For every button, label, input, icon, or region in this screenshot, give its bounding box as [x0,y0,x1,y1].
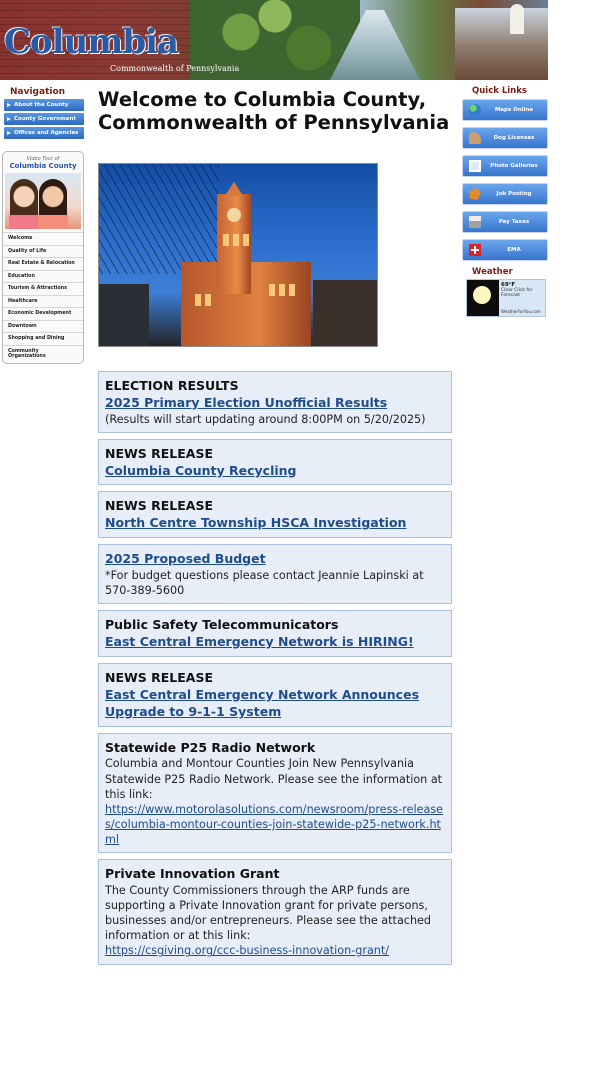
video-tour-item[interactable]: Welcome [3,232,83,245]
news-item [98,733,452,854]
video-tour-item[interactable]: Tourism & Attractions [3,282,83,295]
page-title: Welcome to Columbia County, Commonwealth of Pennsylvania [98,88,450,135]
news-item [98,491,452,538]
news-url-link[interactable]: https://www.motorolasolutions.com/newsroom/press-releases/columbia-montour-counties-join-statewide-p25-network.html [105,802,444,847]
header-banner [0,0,548,80]
quick-link-label: Pay Taxes [498,219,530,225]
news-item [98,439,452,486]
news-heading: NEWS RELEASE [105,445,214,461]
nav-about-county[interactable] [4,99,84,111]
news-heading: ELECTION RESULTS [105,377,239,393]
shirt-shape [9,215,39,229]
news-link[interactable]: East Central Emergency Network Announces Upgrade to 9-1-1 System [105,686,420,719]
banner-logo-title[interactable]: Columbia [4,22,179,62]
ema-icon [469,244,481,256]
tree-branches [98,163,219,274]
weather-description: Clear Click for Forecast [501,288,533,298]
news-text: (Results will start updating around 8:00PM on 5/20/2025) [105,412,426,426]
tax-icon [469,216,481,228]
globe-icon [469,104,481,116]
weather-widget[interactable] [466,279,546,317]
nav-label: About the County [14,102,69,108]
quick-link-job-posting[interactable] [462,183,548,205]
video-tour-box [2,151,84,364]
window [223,234,229,246]
window [279,284,285,296]
quick-link-maps-online[interactable] [462,99,548,121]
window [289,284,295,296]
quick-link-label: Maps Online [494,107,534,113]
news-text: The County Commissioners through the ARP funds are supporting a Private Innovation grant for private persons, businesses and/or entrepreneurs. Please see the attached information or at this link: [105,884,432,943]
window [233,234,239,246]
shirt-shape [38,215,68,229]
news-url-link[interactable]: https://csgiving.org/ccc-business-innovation-grant/ [105,944,390,958]
arrow-icon [7,117,11,121]
quick-link-label: Dog Licenses [493,135,535,141]
banner-logo-subtitle: Commonwealth of Pennsylvania [110,64,240,73]
news-heading: Private Innovation Grant [105,866,280,882]
quick-link-ema[interactable] [462,239,548,261]
arrow-icon [7,131,11,135]
video-tour-title: Columbia County [9,162,77,170]
news-item [98,859,452,964]
quick-link-label: Job Posting [496,191,532,197]
weather-text [499,280,545,316]
news-item [98,371,452,433]
nav-county-government[interactable] [4,113,84,125]
quick-link-dog-licenses[interactable] [462,127,548,149]
moon-icon [467,280,499,316]
video-tour-item[interactable]: Shopping and Dining [3,332,83,345]
news-link[interactable]: 2025 Proposed Budget [105,551,266,567]
window [269,284,275,296]
video-tour-item[interactable]: Healthcare [3,295,83,308]
window [205,294,211,306]
building-right [313,280,378,347]
news-heading: NEWS RELEASE [105,669,214,685]
window [243,234,249,246]
quick-link-pay-taxes[interactable] [462,211,548,233]
video-tour-item[interactable]: Quality of Life [3,245,83,258]
building-left [99,284,149,347]
job-icon [469,188,481,200]
news-list [98,371,460,965]
clock-icon [227,208,241,222]
news-link[interactable]: 2025 Primary Election Unofficial Results [105,394,388,410]
video-tour-item[interactable]: Education [3,270,83,283]
nav-label: County Government [14,116,77,122]
news-heading: Public Safety Telecommunicators [105,617,339,633]
video-tour-photo[interactable] [5,173,81,229]
weather-temperature: 69°F [501,282,516,288]
quick-link-label: Photo Galleries [490,163,538,169]
window [195,294,201,306]
nav-label: Offices and Agencies [14,130,79,136]
weather-heading: Weather [472,267,513,277]
news-item [98,544,452,604]
weather-source: WeatherForYou.com [501,309,541,314]
quick-links-heading: Quick Links [472,86,527,96]
photo-icon [469,160,481,172]
news-link[interactable]: North Centre Township HSCA Investigation [105,515,407,531]
video-tour-item[interactable]: Downtown [3,320,83,333]
video-tour-item[interactable]: Real Estate & Relocation [3,257,83,270]
news-item [98,663,452,727]
quick-link-label: EMA [507,247,521,253]
quick-link-photo-galleries[interactable] [462,155,548,177]
navigation-heading: Navigation [10,87,66,97]
dog-icon [469,132,481,144]
news-text: *For budget questions please contact Jeannie Lapinski at 570-389-5600 [105,569,424,598]
nav-offices-agencies[interactable] [4,127,84,139]
main-content [98,88,460,965]
arrow-icon [7,103,11,107]
video-tour-subtitle: Video Tour of [26,156,60,162]
news-item [98,610,452,657]
left-sidebar [2,86,86,364]
banner-dome [510,4,524,34]
news-heading: Statewide P25 Radio Network [105,739,316,755]
news-text: Columbia and Montour Counties Join New Pennsylvania Statewide P25 Radio Network. Please see the information at this link: [105,757,443,801]
news-heading: NEWS RELEASE [105,498,214,514]
tower-roof [225,182,243,196]
news-link[interactable]: Columbia County Recycling [105,462,297,478]
banner-building-photo [455,8,548,80]
video-tour-item[interactable]: Economic Development [3,307,83,320]
right-sidebar [462,86,548,317]
news-link[interactable]: East Central Emergency Network is HIRING! [105,634,414,650]
video-tour-item[interactable]: Community Organizations [3,345,83,363]
courthouse-photo [98,163,378,347]
